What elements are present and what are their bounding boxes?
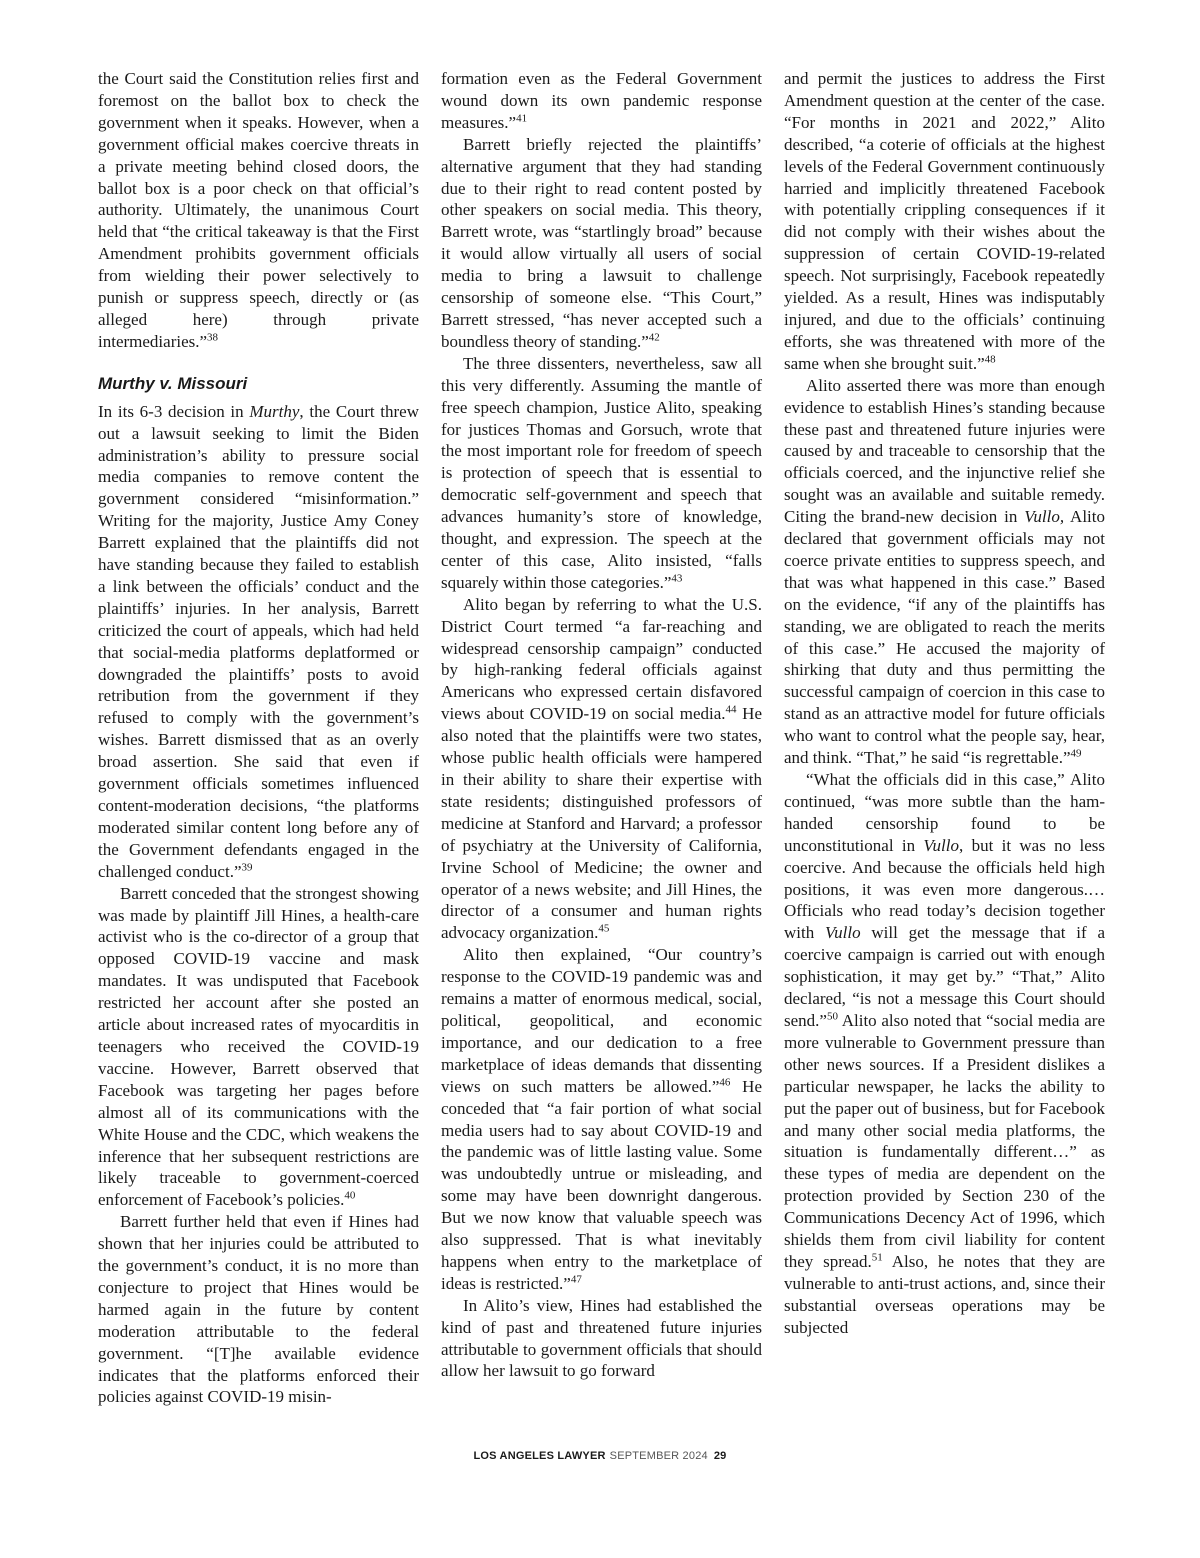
paragraph: formation even as the Federal Government wound down its own pandemic response measures.”$^{41}$ xyxy=(441,69,762,132)
paragraph: and permit the justices to address the First Amendment question at the center of the case. “For months in 2021 and 2022,” Alito described, “a coterie of officials at the highest levels of the Federal Government continuously harried and implicitly threatened Facebook with potentially crippling consequences if it did not comply with their wishes about the suppression of certain COVID-19-related speech. Not surprisingly, Facebook repeatedly yielded. As a result, Hines was indisputably injured, and due to the officials’ continuing efforts, she was threatened with more of the same when she brought suit.”$^{48}$ xyxy=(784,69,1105,373)
paragraph: Barrett conceded that the strongest showing was made by plaintiff Jill Hines, a health-care activist who is the co-director of a group that opposed COVID-19 vaccine and mask mandates. It was undisputed that Facebook restricted her account after she posted an article about increased rates of myocarditis in teenagers who received the COVID-19 vaccine. However, Barrett observed that Facebook was targeting her pages before almost all of its communications with the White House and the CDC, which weakens the inference that her subsequent restrictions are likely traceable to government-coerced enforcement of Facebook’s policies.$^{40}$ xyxy=(98,883,419,1210)
paragraph: The three dissenters, nevertheless, saw all this very differently. Assuming the mantle of free speech champion, Justice Alito, speaking for justices Thomas and Gorsuch, wrote that the most important role for freedom of speech is protection of speech that is essential to democratic self-government and speech that advances humanity’s store of knowledge, thought, and expression. The speech at the center of this case, Alito insisted, “falls squarely within those categories.”$^{43}$ xyxy=(441,353,762,592)
paragraph: In its 6-3 decision in Murthy, the Court threw out a lawsuit seeking to limit the Biden administration’s ability to pressure social media companies to remove content the government considered “misinformation.” Writing for the majority, Justice Amy Coney Barrett explained that the plaintiffs did not have standing because they failed to establish a link between the officials’ conduct and the plaintiffs’ injuries. In her analysis, Barrett criticized the court of appeals, which had held that social-media platforms deplatformed or downgraded the plaintiffs’ posts to avoid retribution from the government if they refused to comply with the government’s wishes. Barrett dismissed that as an overly broad assertion. She said that even if government officials sometimes influenced content-moderation decisions, “the platforms moderated similar content long before any of the Government defendants engaged in the challenged conduct.”$^{39}$ xyxy=(98,401,420,881)
footnote-ref: 44 xyxy=(725,703,737,716)
footnote-ref: 45 xyxy=(598,922,610,935)
footnote-ref: 41 xyxy=(516,112,528,125)
paragraph: “What the officials did in this case,” Alito continued, “was more subtle than the ham-handed censorship found to be unconstitutional in Vullo, but it was no less coercive. And because the officials held high positions, it was even more dangerous.… Officials who read today’s decision together with Vullo will get the message that if a coercive campaign is carried out with enough sophistication, it may get by.” “That,” Alito declared, “is not a message this Court should send.”$^{50}$ Alito also noted that “social media are more vulnerable to Government pressure than other news sources. If a President dislikes a particular newspaper, he lacks the ability to put the paper out of business, but for Facebook and many other social media platforms, the situation is fundamentally different…” as these types of media are dependent on the protection provided by Section 230 of the Communications Decency Act of 1996, which shields them from civil liability for content they spread.$^{51}$ Also, he notes that they are vulnerable to anti-trust actions, and, since their substantial overseas operations may be subjected xyxy=(784,770,1105,1337)
footnote-ref: 40 xyxy=(344,1189,356,1202)
footnote-ref: 50 xyxy=(826,1010,838,1023)
paragraph: the Court said the Constitution relies first and foremost on the ballot box to check the government when it speaks. However, when a government official makes coercive threats in a private meeting behind closed doors, the ballot box is a poor check on that official’s authority. Ultimately, the unanimous Court held that “the critical takeaway is that the First Amendment prohibits government officials from wielding their power selectively to punish or suppress speech, directly or (as alleged here) through private intermediaries.”$^{38}$ xyxy=(98,69,419,351)
footnote-ref: 43 xyxy=(671,572,683,585)
text-column-1 xyxy=(98,68,419,1408)
page-number: 29 xyxy=(713,1450,727,1462)
page-footer xyxy=(0,1450,1200,1462)
case-name: Vullo xyxy=(825,923,861,943)
text-column-2 xyxy=(441,68,762,1382)
footnote-ref: 49 xyxy=(1070,747,1082,760)
footnote-ref: 48 xyxy=(984,353,996,366)
paragraph: Alito began by referring to what the U.S. District Court termed “a far-reaching and widespread censorship campaign” conducted by high-ranking federal officials against Americans who expressed certain disfavored views about COVID-19 on social media.$^{44}$ He also noted that the plaintiffs were two states, whose public health officials were hampered in their ability to share their expertise with state residents; distinguished professors of medicine at Stanford and Harvard; a professor of psychiatry at the University of California, Irvine School of Medicine; the owner and operator of a news website; and Jill Hines, the director of a consumer and human rights advocacy organization.$^{45}$ xyxy=(441,594,762,943)
case-name: Murthy xyxy=(249,401,300,421)
paragraph: In Alito’s view, Hines had established the kind of past and threatened future injuries attributable to government officials that should allow her lawsuit to go forward xyxy=(441,1295,762,1381)
paragraph: Barrett further held that even if Hines had shown that her injuries could be attributed to the government’s conduct, it is no more than conjecture to project that Hines would be harmed again in the future by content moderation attributable to the federal government. “[T]he available evidence indicates that the platforms enforced their policies against COVID-19 misin- xyxy=(98,1212,419,1407)
publication-name: LOS ANGELES LAWYER xyxy=(473,1450,606,1462)
paragraph: Alito asserted there was more than enough evidence to establish Hines’s standing because these past and threatened future injuries were caused by and traceable to censorship that the officials coerced, and the injunctive relief she sought was an available and suitable remedy. Citing the brand-new decision in Vullo, Alito declared that government officials may not coerce private entities to suppress speech, and that was what happened in this case.” Based on the evidence, “if any of the plaintiffs has standing, we are obligated to reach the merits of this case.” He accused the majority of shirking that duty and thus permitting the successful campaign of coercion in this case to stand as an attractive model for future officials who want to control what the people say, hear, and think. “That,” he said “is regrettable.”$^{49}$ xyxy=(784,375,1106,768)
case-name: Vullo, xyxy=(1024,507,1065,527)
footnote-ref: 51 xyxy=(871,1251,883,1264)
section-subheading: Murthy v. Missouri xyxy=(98,373,248,393)
text-column-3 xyxy=(784,68,1105,1339)
footnote-ref: 38 xyxy=(207,331,219,344)
issue-date: SEPTEMBER 2024 xyxy=(609,1450,708,1462)
footnote-ref: 47 xyxy=(570,1273,582,1286)
footnote-ref: 46 xyxy=(719,1076,731,1089)
paragraph: Barrett briefly rejected the plaintiffs’ alternative argument that they had standing due to their right to read content posted by other speakers on social media. This theory, Barrett wrote, was “startlingly broad” because it would allow virtually all users of social media to bring a lawsuit to challenge censorship of someone else. “This Court,” Barrett stressed, “has never accepted such a boundless theory of standing.”$^{42}$ xyxy=(441,134,762,351)
footnote-ref: 39 xyxy=(241,861,253,874)
case-name: Vullo xyxy=(923,835,959,855)
paragraph: Alito then explained, “Our country’s response to the COVID-19 pandemic was and remains a matter of enormous medical, social, political, geopolitical, and economic importance, and our dedication to a free marketplace of ideas demands that dissenting views on such matters be allowed.”$^{46}$ He conceded that “a fair portion of what social media users had to say about COVID-19 and the pandemic was of little lasting value. Some was undoubtedly untrue or misleading, and some may have been downright dangerous. But we now know that valuable speech was also suppressed. That is what inevitably happens when entry to the marketplace of ideas is restricted.”$^{47}$ xyxy=(441,945,763,1293)
footnote-ref: 42 xyxy=(648,331,660,344)
